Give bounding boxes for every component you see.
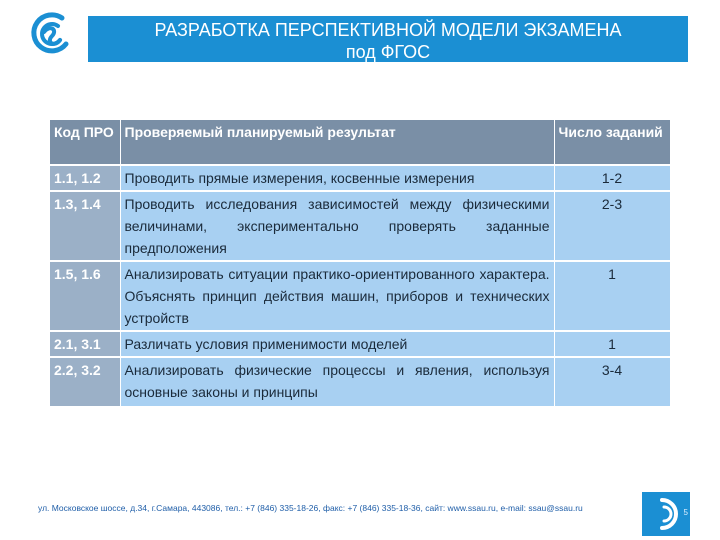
cell-code: 2.2, 3.2 (50, 357, 120, 406)
cell-count: 2-3 (554, 191, 670, 261)
cell-code: 1.5, 1.6 (50, 261, 120, 331)
cell-code: 2.1, 3.1 (50, 331, 120, 357)
page-number: 5 (683, 508, 688, 517)
cell-result: Анализировать ситуации практико-ориентированного характера. Объяснять принцип действия машин, приборов и технических устройств (120, 261, 554, 331)
header-count: Число заданий (554, 120, 670, 165)
footer-contact: ул. Московское шоссе, д.34, г.Самара, 443086, тел.: +7 (846) 335-18-26, факс: +7 (846) 335-18-36, сайт: www.ssau.ru, e-mail: ssau@ssau.ru (38, 503, 583, 513)
table-row (50, 191, 670, 261)
cell-result: Проводить исследования зависимостей между физическими величинами, экспериментально проверять заданные предположения (120, 191, 554, 261)
cell-result: Анализировать физические процессы и явления, используя основные законы и принципы (120, 357, 554, 406)
cell-result: Проводить прямые измерения, косвенные измерения (120, 165, 554, 191)
university-logo-icon (28, 10, 76, 58)
table-row (50, 357, 670, 406)
header-code: Код ПРО (50, 120, 120, 165)
cell-count: 1 (554, 261, 670, 331)
cell-code: 1.1, 1.2 (50, 165, 120, 191)
footer-logo (642, 492, 690, 536)
title-bar (88, 16, 688, 62)
results-table-container (50, 120, 670, 406)
table-row (50, 261, 670, 331)
table-header-row (50, 120, 670, 165)
table-row (50, 331, 670, 357)
table-row (50, 165, 670, 191)
cell-result: Различать условия применимости моделей (120, 331, 554, 357)
cell-count: 1-2 (554, 165, 670, 191)
results-table (50, 120, 671, 406)
cell-count: 3-4 (554, 357, 670, 406)
header-result: Проверяемый планируемый результат (120, 120, 554, 165)
page-subtitle: под ФГОС (345, 42, 431, 62)
cell-code: 1.3, 1.4 (50, 191, 120, 261)
page-title: РАЗРАБОТКА ПЕРСПЕКТИВНОЙ МОДЕЛИ ЭКЗАМЕНА (154, 20, 622, 40)
cell-count: 1 (554, 331, 670, 357)
